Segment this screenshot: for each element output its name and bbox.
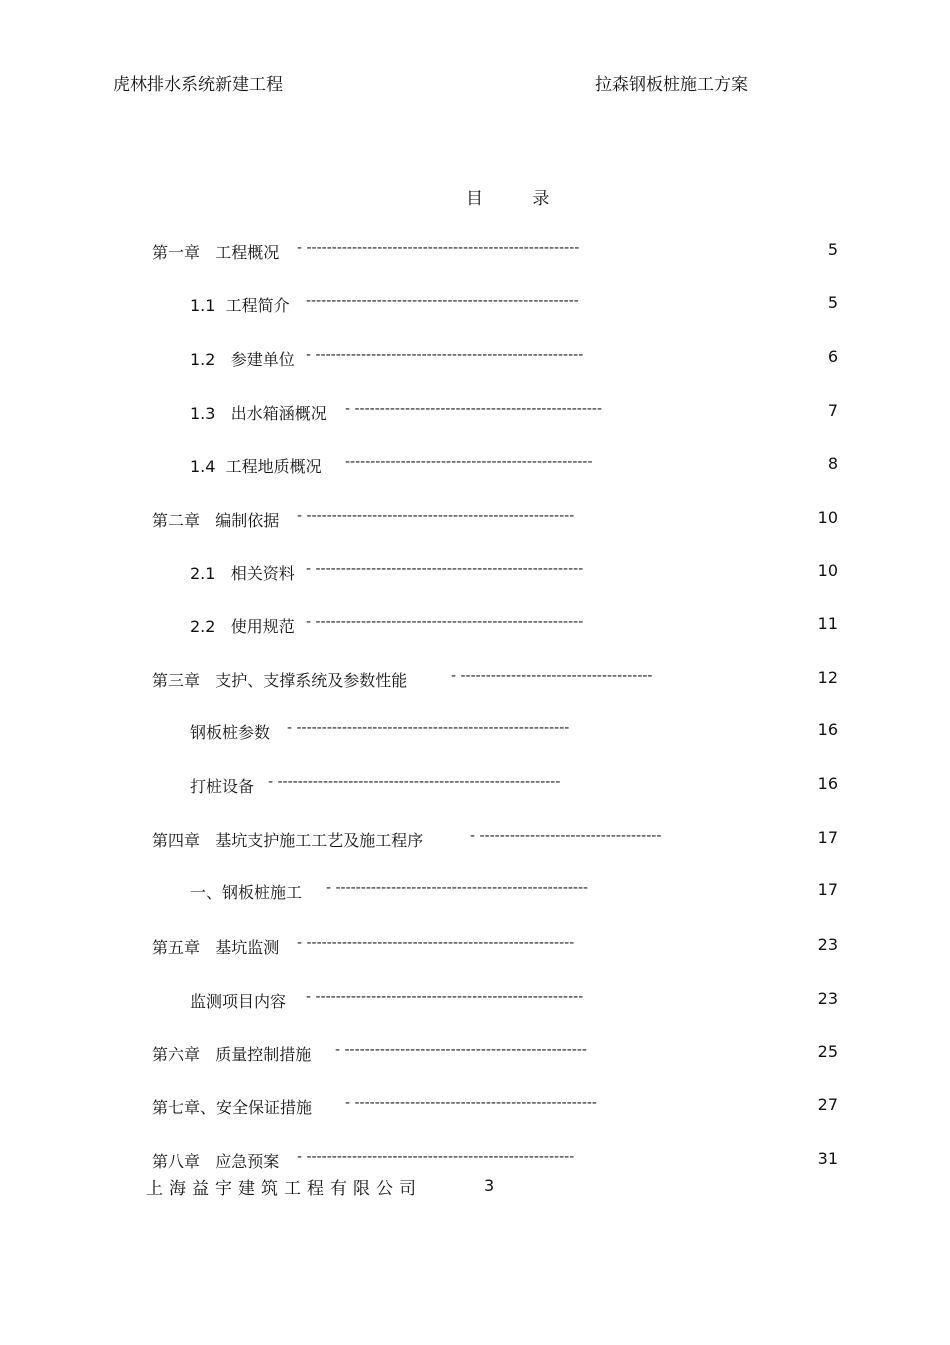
toc-entry-page: 16 bbox=[817, 720, 838, 739]
toc-entry-page: 10 bbox=[817, 561, 838, 580]
toc-leader-dots: - ----------------------------------------------------- bbox=[297, 935, 575, 951]
toc-entry-label: 1.3 出水箱涵概况 bbox=[190, 404, 327, 423]
toc-leader-dots: ------------------------------------------------------ bbox=[306, 293, 579, 309]
toc-leader-dots: - ----------------------------------------------------- bbox=[297, 508, 575, 524]
toc-leader-dots: - ----------------------------------------------------- bbox=[306, 989, 584, 1005]
toc-entry-page: 5 bbox=[827, 240, 838, 259]
toc-entry-label: 第四章 基坑支护施工工艺及施工程序 bbox=[152, 831, 424, 850]
toc-entry-1-2 bbox=[0, 347, 950, 371]
toc-entry-page: 17 bbox=[817, 880, 838, 899]
toc-entry-page: 31 bbox=[817, 1149, 838, 1168]
toc-entry-label: 打桩设备 bbox=[190, 777, 255, 796]
toc-leader-dots: - ------------------------------------------------------ bbox=[297, 240, 580, 256]
toc-entry-1-1 bbox=[0, 293, 950, 317]
toc-entry-label: 第八章 应急预案 bbox=[152, 1152, 280, 1171]
header-document-name: 拉森钢板桩施工方案 bbox=[595, 75, 748, 95]
toc-entry-label: 第七章、安全保证措施 bbox=[152, 1098, 313, 1117]
toc-leader-dots: - ------------------------------------------------ bbox=[335, 1042, 587, 1058]
footer-company-name: 上海益宇建筑工程有限公司 bbox=[146, 1179, 422, 1199]
toc-entry-1-3 bbox=[0, 401, 950, 425]
toc-entry-label: 第一章 工程概况 bbox=[152, 243, 280, 262]
toc-leader-dots: ------------------------------------------------- bbox=[345, 454, 593, 470]
toc-entry-label: 第五章 基坑监测 bbox=[152, 938, 280, 957]
footer-page-number: 3 bbox=[484, 1176, 495, 1195]
toc-entry-chapter-6 bbox=[0, 1042, 950, 1066]
toc-leader-dots: - ----------------------------------------------------- bbox=[306, 561, 584, 577]
toc-entry-label: 第二章 编制依据 bbox=[152, 511, 280, 530]
toc-leader-dots: - -------------------------------------------------- bbox=[326, 880, 589, 896]
toc-entry-label: 1.2 参建单位 bbox=[190, 350, 295, 369]
toc-entry-2-2 bbox=[0, 614, 950, 638]
toc-entry-label: 一、钢板桩施工 bbox=[190, 883, 303, 902]
toc-entry-label: 2.2 使用规范 bbox=[190, 617, 295, 636]
toc-entry-label: 1.4 工程地质概况 bbox=[190, 457, 322, 476]
toc-entry-page: 7 bbox=[827, 401, 838, 420]
toc-entry-chapter-1 bbox=[0, 240, 950, 264]
toc-leader-dots: - -------------------------------------- bbox=[451, 668, 653, 684]
toc-entry-page: 10 bbox=[817, 508, 838, 527]
toc-entry-steel-sheet-pile-params bbox=[0, 720, 950, 744]
toc-entry-1-4 bbox=[0, 454, 950, 478]
toc-entry-chapter-8 bbox=[0, 1149, 950, 1173]
toc-entry-page: 11 bbox=[817, 614, 838, 633]
toc-entry-page: 27 bbox=[817, 1095, 838, 1114]
toc-entry-page: 12 bbox=[817, 668, 838, 687]
toc-leader-dots: - -------------------------------------------------------- bbox=[268, 774, 561, 790]
toc-entry-label: 第三章 支护、支撑系统及参数性能 bbox=[152, 671, 408, 690]
toc-entry-page: 23 bbox=[817, 935, 838, 954]
toc-leader-dots: - ------------------------------------------------------ bbox=[287, 720, 570, 736]
toc-entry-chapter-2 bbox=[0, 508, 950, 532]
toc-entry-label: 1.1 工程简介 bbox=[190, 296, 290, 315]
toc-entry-page: 6 bbox=[827, 347, 838, 366]
toc-entry-label: 2.1 相关资料 bbox=[190, 564, 295, 583]
toc-title: 目 录 bbox=[466, 189, 572, 209]
toc-entry-page: 17 bbox=[817, 828, 838, 847]
toc-entry-page: 8 bbox=[827, 454, 838, 473]
toc-leader-dots: - ------------------------------------------------ bbox=[345, 1095, 597, 1111]
toc-entry-2-1 bbox=[0, 561, 950, 585]
toc-entry-sheet-pile-construction bbox=[0, 880, 950, 904]
toc-leader-dots: - ----------------------------------------------------- bbox=[306, 614, 584, 630]
toc-entry-label: 第六章 质量控制措施 bbox=[152, 1045, 312, 1064]
toc-entry-label: 监测项目内容 bbox=[190, 992, 287, 1011]
toc-entry-page: 25 bbox=[817, 1042, 838, 1061]
toc-entry-chapter-3 bbox=[0, 668, 950, 692]
toc-entry-chapter-5 bbox=[0, 935, 950, 959]
toc-leader-dots: - ----------------------------------------------------- bbox=[297, 1149, 575, 1165]
header-project-name: 虎林排水系统新建工程 bbox=[113, 75, 283, 95]
toc-entry-page: 23 bbox=[817, 989, 838, 1008]
toc-entry-page: 5 bbox=[827, 293, 838, 312]
toc-entry-piling-equipment bbox=[0, 774, 950, 798]
toc-entry-label: 钢板桩参数 bbox=[190, 723, 271, 742]
toc-leader-dots: - ------------------------------------------------- bbox=[345, 401, 603, 417]
toc-entry-monitoring-items bbox=[0, 989, 950, 1013]
toc-leader-dots: - ----------------------------------------------------- bbox=[306, 347, 584, 363]
toc-leader-dots: - ------------------------------------ bbox=[470, 828, 662, 844]
toc-entry-page: 16 bbox=[817, 774, 838, 793]
toc-entry-chapter-7 bbox=[0, 1095, 950, 1119]
toc-entry-chapter-4 bbox=[0, 828, 950, 852]
